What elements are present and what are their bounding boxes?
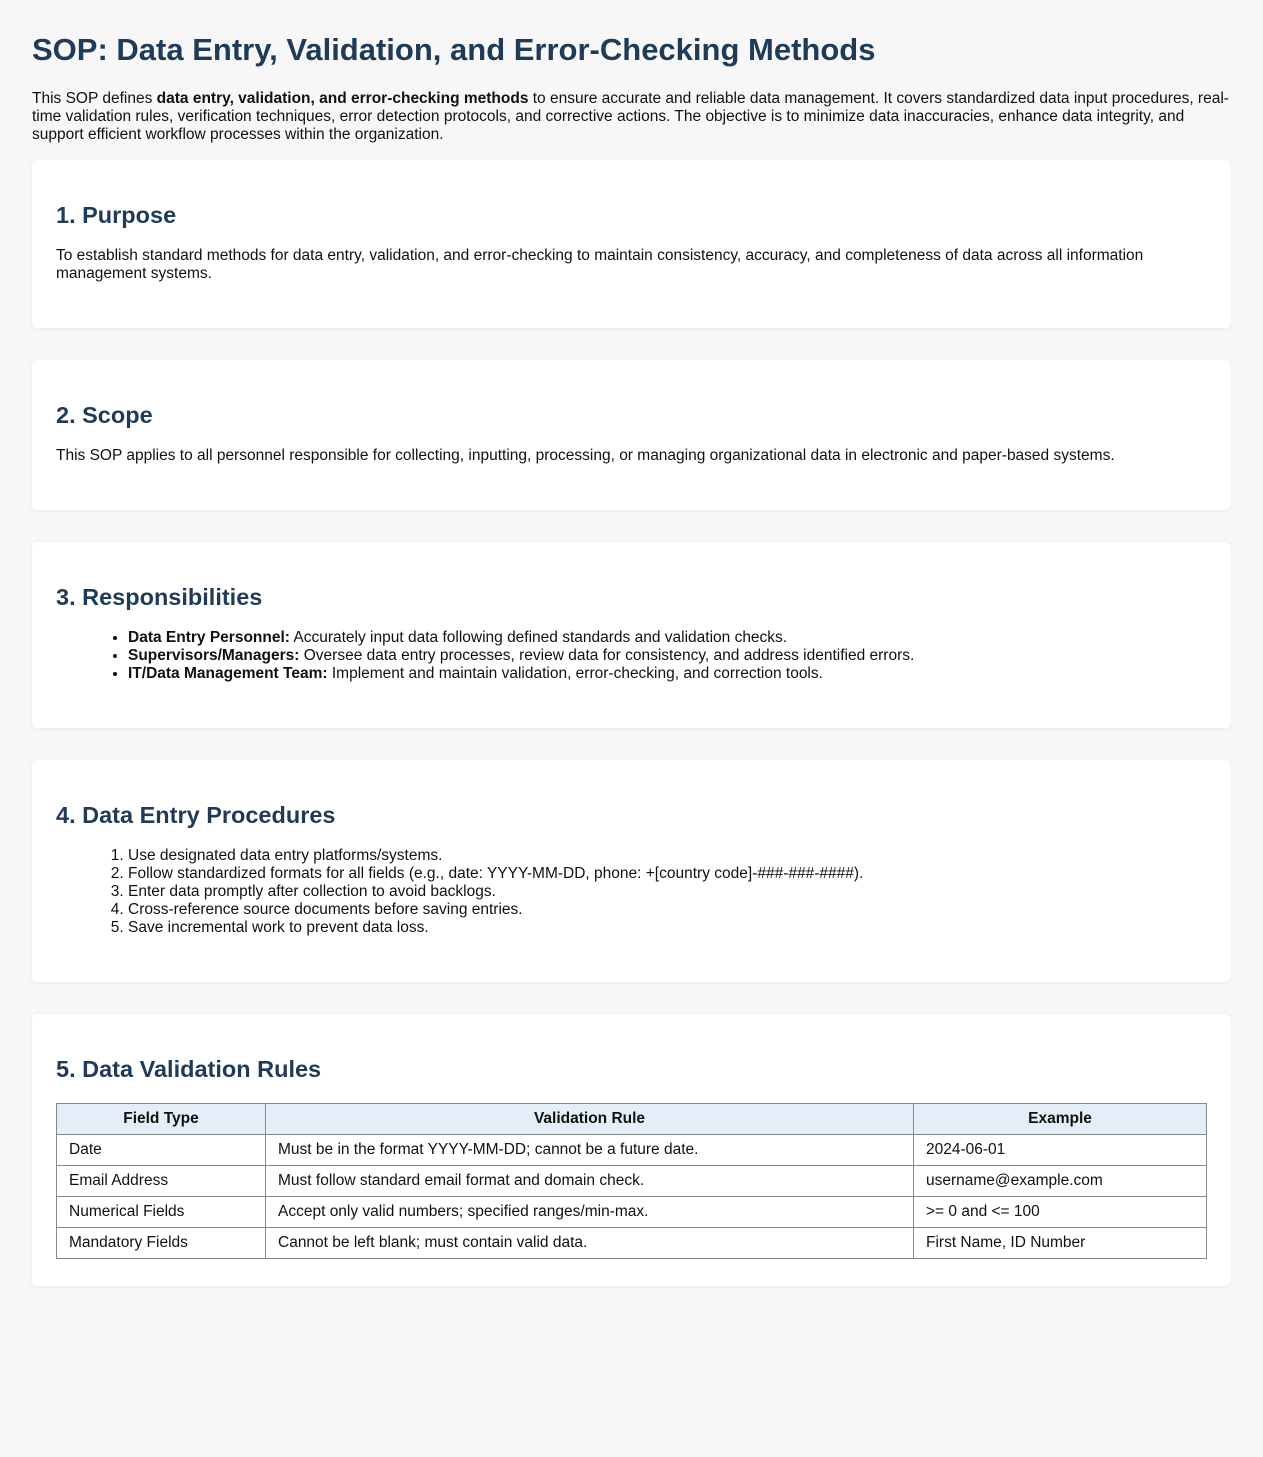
list-item [128,665,1207,683]
table-header-row [57,1104,1207,1135]
role-label: Supervisors/Managers: [128,647,300,664]
scope-heading: 2. Scope [56,402,153,428]
table-row [57,1135,1207,1166]
intro-bold-text: data entry, validation, and error-checking methods [156,90,529,107]
procedures-list [56,847,1207,937]
table-row [57,1197,1207,1228]
page-title: SOP: Data Entry, Validation, and Error-Checking Methods [32,32,876,67]
cell-field-type: Date [57,1135,266,1166]
list-item: 5. Save incremental work to prevent data loss. [128,919,1207,937]
cell-field-type: Mandatory Fields [57,1228,266,1259]
column-header-validation-rule: Validation Rule [266,1104,914,1135]
list-item [128,647,1207,665]
cell-example: >= 0 and <= 100 [914,1197,1207,1228]
purpose-section [32,160,1231,328]
cell-validation-rule: Cannot be left blank; must contain valid data. [266,1228,914,1259]
cell-field-type: Email Address [57,1166,266,1197]
intro-paragraph [32,90,1231,144]
cell-validation-rule: Must follow standard email format and domain check. [266,1166,914,1197]
purpose-heading: 1. Purpose [56,202,177,228]
validation-section [32,1014,1231,1286]
intro-text-end: to ensure accurate and reliable data management. It covers standardized data input procedures, real-time validation rules, verification techniques, error detection protocols, and corrective actions. The objective is to minimize data inaccuracies, enhance data integrity, and support efficient workflow processes within the organization. [32,90,1229,143]
role-description: Oversee data entry processes, review data for consistency, and address identified errors. [299,647,915,664]
table-row [57,1228,1207,1259]
cell-example: username@example.com [914,1166,1207,1197]
role-label: IT/Data Management Team: [128,665,328,682]
responsibilities-list [56,629,1207,683]
responsibilities-section [32,542,1231,728]
list-item: 1. Use designated data entry platforms/systems. [128,847,1207,865]
purpose-text: To establish standard methods for data entry, validation, and error-checking to maintain consistency, accuracy, and completeness of data across all information management systems. [56,247,1144,282]
table-row [57,1166,1207,1197]
column-header-field-type: Field Type [57,1104,266,1135]
procedures-section [32,760,1231,982]
role-label: Data Entry Personnel: [128,629,290,646]
list-item [128,629,1207,647]
role-description: Accurately input data following defined standards and validation checks. [289,629,788,646]
validation-heading: 5. Data Validation Rules [56,1056,322,1082]
list-item: 4. Cross-reference source documents before saving entries. [128,901,1207,919]
role-description: Implement and maintain validation, error-checking, and correction tools. [327,665,823,682]
responsibilities-heading: 3. Responsibilities [56,584,263,610]
cell-example: First Name, ID Number [914,1228,1207,1259]
cell-validation-rule: Accept only valid numbers; specified ranges/min-max. [266,1197,914,1228]
cell-field-type: Numerical Fields [57,1197,266,1228]
cell-example: 2024-06-01 [914,1135,1207,1166]
scope-text: This SOP applies to all personnel responsible for collecting, inputting, processing, or managing organizational data in electronic and paper-based systems. [56,447,1115,464]
intro-text-start: This SOP defines [32,90,157,107]
list-item: 2. Follow standardized formats for all fields (e.g., date: YYYY-MM-DD, phone: +[country code]-###-###-####). [128,865,1207,883]
column-header-example: Example [914,1104,1207,1135]
list-item: 3. Enter data promptly after collection to avoid backlogs. [128,883,1207,901]
scope-section [32,360,1231,510]
cell-validation-rule: Must be in the format YYYY-MM-DD; cannot be a future date. [266,1135,914,1166]
procedures-heading: 4. Data Entry Procedures [56,802,336,828]
validation-table [56,1103,1207,1259]
